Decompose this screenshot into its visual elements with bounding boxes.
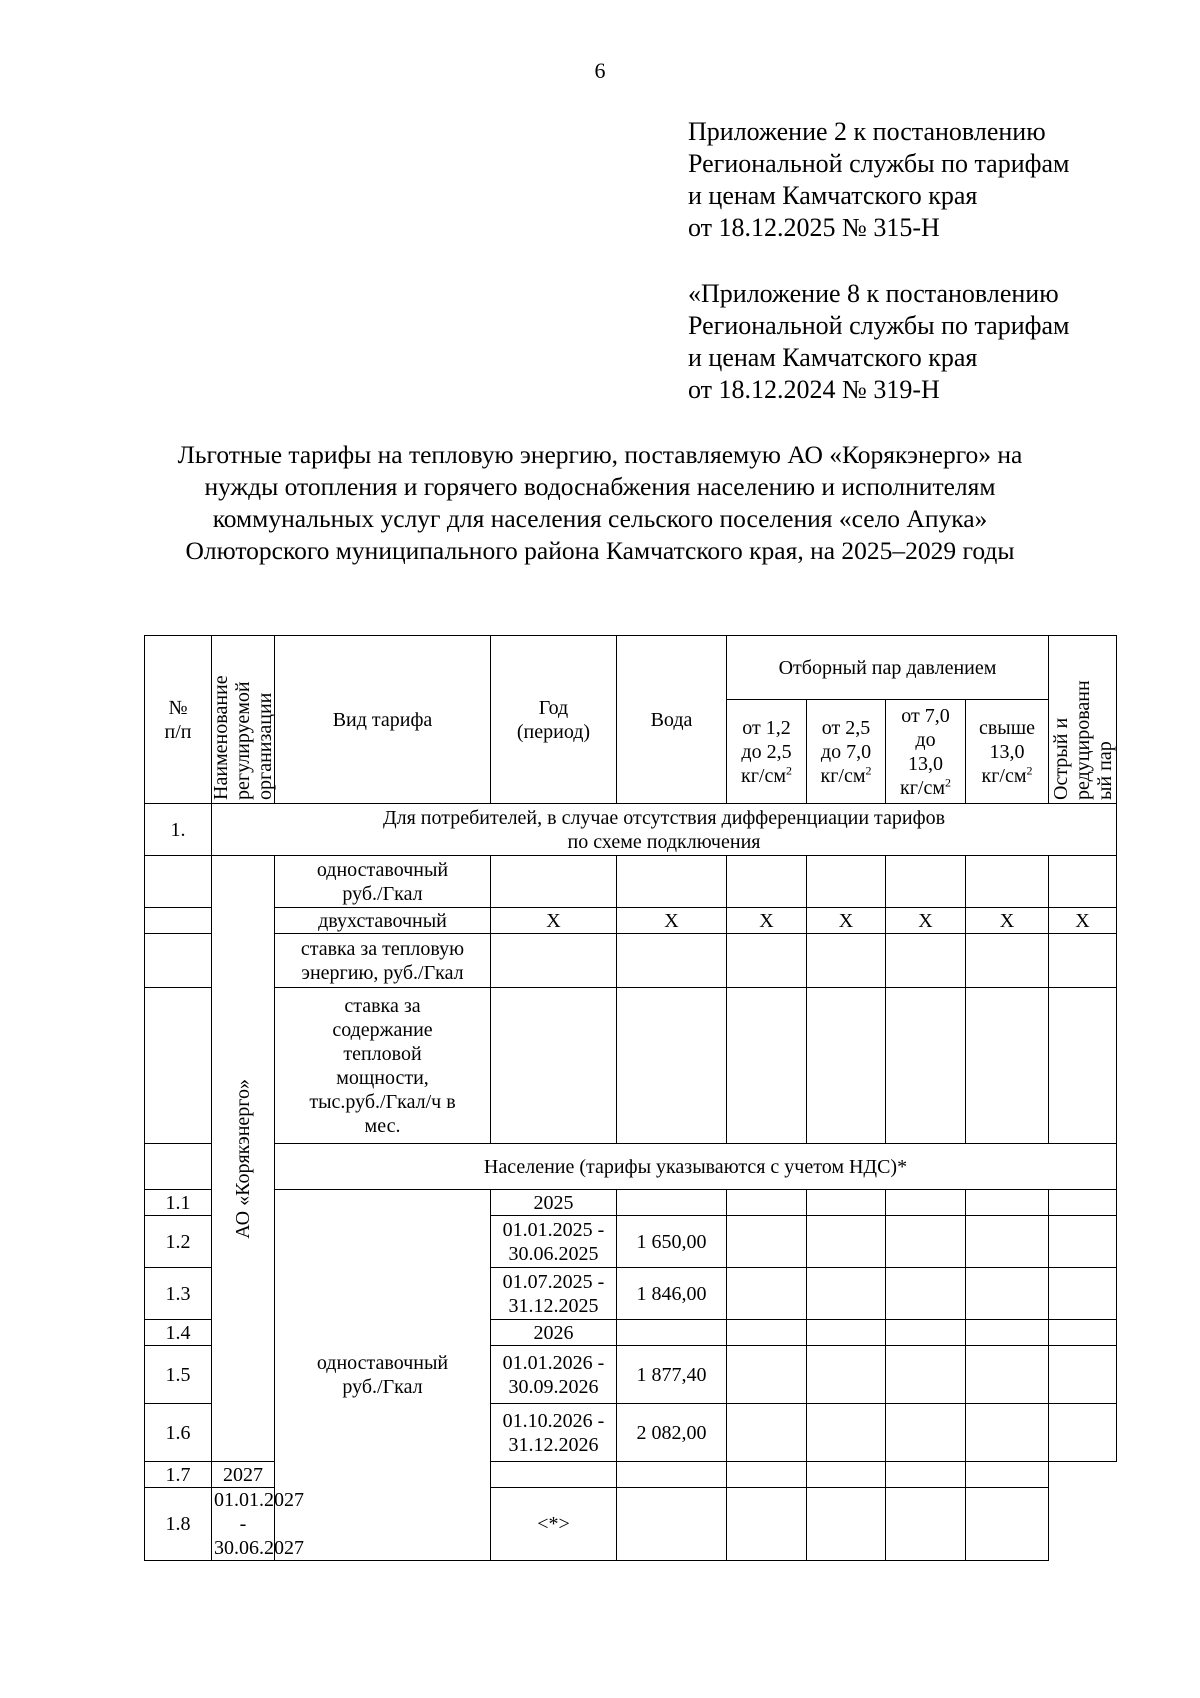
header-steam-3: от 7,0 до 13,0 $кг/см^2$ — [886, 700, 966, 804]
period-cell: 01.07.2025 - 31.12.2025 — [491, 1268, 617, 1320]
section-title: Для потребителей, в случае отсутствия дифференциации тарифов по схеме подключения — [212, 804, 1117, 856]
value-cell — [807, 1216, 886, 1268]
value-cell — [886, 988, 966, 1144]
header-steam-4: свыше 13,0 $кг/см^2$ — [966, 700, 1049, 804]
value-cell — [807, 1462, 886, 1488]
x-mark: X — [1049, 908, 1117, 934]
value-cell — [886, 1346, 966, 1404]
value-cell — [727, 1488, 807, 1561]
water-value: 1 846,00 — [617, 1268, 727, 1320]
row-number: 1.2 — [145, 1216, 212, 1268]
appendix-line: Приложение 2 к постановлению — [688, 117, 1046, 146]
value-cell — [491, 988, 617, 1144]
header-water: Вода — [617, 636, 727, 804]
x-mark: X — [807, 908, 886, 934]
value-cell — [966, 1488, 1049, 1561]
population-header: Население (тарифы указываются с учетом НДС)* — [275, 1144, 1117, 1190]
value-cell — [727, 856, 807, 908]
water-value — [617, 1190, 727, 1216]
value-cell — [807, 1268, 886, 1320]
row-number: 1.3 — [145, 1268, 212, 1320]
value-cell — [966, 1216, 1049, 1268]
document-title — [100, 439, 1100, 567]
value-cell — [727, 1216, 807, 1268]
x-mark: X — [886, 908, 966, 934]
value-cell — [1049, 1216, 1117, 1268]
value-cell — [1049, 934, 1117, 988]
value-cell — [727, 1462, 807, 1488]
value-cell — [727, 1190, 807, 1216]
value-cell — [966, 934, 1049, 988]
appendix-line: от 18.12.2025 № 315-Н — [688, 213, 940, 242]
value-cell — [966, 1268, 1049, 1320]
section-number: 1. — [145, 804, 212, 856]
x-mark: X — [617, 908, 727, 934]
value-cell — [1049, 988, 1117, 1144]
water-value: <*> — [491, 1488, 617, 1561]
value-cell — [807, 1320, 886, 1346]
value-cell — [617, 988, 727, 1144]
value-cell — [1049, 1346, 1117, 1404]
header-organization: Наименование регулируемой организации — [212, 636, 275, 804]
value-cell — [886, 1320, 966, 1346]
row-number — [145, 934, 212, 988]
appendix-line: «Приложение 8 к постановлению — [688, 279, 1059, 308]
water-value — [617, 1320, 727, 1346]
row-number: 1.5 — [145, 1346, 212, 1404]
row-number: 1.1 — [145, 1190, 212, 1216]
row-number: 1.6 — [145, 1404, 212, 1462]
value-cell — [807, 988, 886, 1144]
water-value: 2 082,00 — [617, 1404, 727, 1462]
value-cell — [807, 1190, 886, 1216]
value-cell — [966, 1320, 1049, 1346]
header-number: № п/п — [145, 636, 212, 804]
value-cell — [1049, 1404, 1117, 1462]
header-sharp-steam: Острый и редуцированн ый пар — [1049, 636, 1117, 804]
period-cell: 2026 — [491, 1320, 617, 1346]
value-cell — [886, 856, 966, 908]
header-year-period: Год (период) — [491, 636, 617, 804]
appendix-line: Региональной службы по тарифам — [688, 149, 1070, 178]
title-line: нужды отопления и горячего водоснабжения населению и исполнителям — [204, 472, 996, 501]
period-cell: 01.01.2025 - 30.06.2025 — [491, 1216, 617, 1268]
value-cell — [886, 1268, 966, 1320]
value-cell — [807, 1346, 886, 1404]
appendix-line: Региональной службы по тарифам — [688, 311, 1070, 340]
title-line: коммунальных услуг для населения сельского поселения «село Апука» — [212, 504, 988, 533]
row-number — [145, 988, 212, 1144]
value-cell — [617, 934, 727, 988]
value-cell — [886, 1488, 966, 1561]
title-line: Олюторского муниципального района Камчатского края, на 2025–2029 годы — [185, 536, 1015, 565]
value-cell — [966, 1462, 1049, 1488]
row-number — [145, 856, 212, 908]
value-cell — [886, 1462, 966, 1488]
value-cell — [491, 856, 617, 908]
value-cell — [1049, 856, 1117, 908]
value-cell — [727, 1320, 807, 1346]
value-cell — [966, 1346, 1049, 1404]
appendix-line: и ценам Камчатского края — [688, 343, 978, 372]
title-line: Льготные тарифы на тепловую энергию, поставляемую АО «Корякэнерго» на — [177, 440, 1023, 469]
period-cell: 01.01.2026 - 30.09.2026 — [491, 1346, 617, 1404]
row-number — [145, 1144, 212, 1190]
organization-cell — [212, 856, 275, 1462]
value-cell — [966, 1190, 1049, 1216]
value-cell — [727, 1268, 807, 1320]
appendix-line: от 18.12.2024 № 319-Н — [688, 375, 940, 404]
appendix-line: и ценам Камчатского края — [688, 181, 978, 210]
organization-name: АО «Корякэнерго» — [232, 1078, 254, 1239]
value-cell — [807, 856, 886, 908]
header-tariff-type: Вид тарифа — [275, 636, 491, 804]
period-cell: 2027 — [212, 1462, 275, 1488]
value-cell — [886, 934, 966, 988]
value-cell — [491, 934, 617, 988]
x-mark: X — [491, 908, 617, 934]
value-cell — [966, 988, 1049, 1144]
tariff-type-cell: ставка за содержание тепловой мощности, тыс.руб./Гкал/ч в мес. — [275, 988, 491, 1144]
value-cell — [617, 1462, 727, 1488]
header-steam-group: Отборный пар давлением — [727, 636, 1049, 700]
tariff-type-cell: двухставочный — [275, 908, 491, 934]
value-cell — [1049, 1268, 1117, 1320]
value-cell — [1049, 1320, 1117, 1346]
value-cell — [886, 1216, 966, 1268]
header-steam-2: от 2,5 до 7,0 $кг/см^2$ — [807, 700, 886, 804]
tariff-type-cell: ставка за тепловую энергию, руб./Гкал — [275, 934, 491, 988]
value-cell — [727, 1404, 807, 1462]
period-cell: 01.01.2027 - 30.06.2027 — [212, 1488, 275, 1561]
value-cell — [807, 1488, 886, 1561]
x-mark: X — [966, 908, 1049, 934]
water-value — [491, 1462, 617, 1488]
appendix-previous-reference — [688, 278, 1069, 406]
value-cell — [727, 988, 807, 1144]
value-cell — [966, 1404, 1049, 1462]
header-steam-1: от 1,2 до 2,5 $кг/см^2$ — [727, 700, 807, 804]
appendix-current-reference — [688, 116, 1069, 244]
value-cell — [886, 1404, 966, 1462]
value-cell — [617, 856, 727, 908]
water-value: 1 877,40 — [617, 1346, 727, 1404]
value-cell — [966, 856, 1049, 908]
row-number — [145, 908, 212, 934]
value-cell — [886, 1190, 966, 1216]
value-cell — [807, 1404, 886, 1462]
period-cell: 01.10.2026 - 31.12.2026 — [491, 1404, 617, 1462]
value-cell — [727, 1346, 807, 1404]
x-mark: X — [727, 908, 807, 934]
value-cell — [617, 1488, 727, 1561]
period-cell: 2025 — [491, 1190, 617, 1216]
water-value: 1 650,00 — [617, 1216, 727, 1268]
row-number: 1.7 — [145, 1462, 212, 1488]
value-cell — [727, 934, 807, 988]
population-tariff-type: одноставочный руб./Гкал — [275, 1190, 491, 1561]
value-cell — [807, 934, 886, 988]
page-number: 6 — [594, 58, 606, 83]
value-cell — [1049, 1190, 1117, 1216]
row-number: 1.8 — [145, 1488, 212, 1561]
row-number: 1.4 — [145, 1320, 212, 1346]
tariff-table — [144, 635, 1117, 1561]
tariff-type-cell: одноставочный руб./Гкал — [275, 856, 491, 908]
